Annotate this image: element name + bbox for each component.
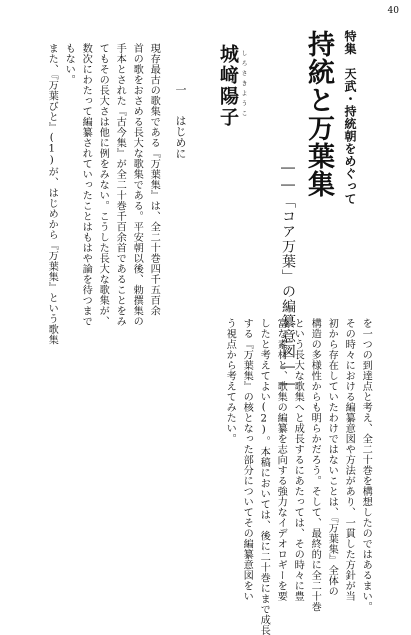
body-line: したと考えてよい(2)。本稿においては、後に二十巻にまで成長	[258, 318, 270, 635]
body-line: する『万葉集』の核となった部分についてその編纂意図をい	[241, 318, 253, 602]
body-line: てもその長大さは他に例をみない。こうした長大な歌集が、	[97, 43, 109, 327]
body-line: う視点から考えてみたい。	[224, 318, 236, 444]
body-line: を一つの到達点と考え、全二十巻を構想したのではあるまい。	[360, 318, 372, 612]
body-line: 首の歌をおさめる長大な歌集である。平安朝以後、勅撰集の	[131, 43, 143, 327]
author-ruby: しろさきようこ	[240, 50, 247, 120]
author-name: 城﨑陽子	[217, 44, 239, 128]
feature-label: 特集 天武・持統朝をめぐって	[343, 30, 357, 205]
body-line: その時々における編纂意図や方法があり、一貫した方針が当	[343, 318, 355, 602]
body-line: また、『万葉びと』(1)が、はじめから『万葉集』という歌集	[46, 43, 58, 345]
article-subtitle: ――「コア万葉」の編纂意図――	[280, 160, 296, 393]
body-line: 数次にわたって編纂されていったことはもはや論を待つまで	[80, 43, 92, 327]
section-number: 一	[174, 84, 187, 95]
body-line: 富な素材と、歌集の編纂を志向する強力なイデオロギーを要	[275, 318, 287, 602]
section-heading	[175, 84, 186, 159]
article-title: 持統と万葉集	[303, 30, 334, 198]
body-line: 現存最古の歌集である『万葉集』は、全二十巻四千五百余	[148, 43, 160, 316]
body-line: 手本とされた『古今集』が全二十巻千百余首であることをみ	[114, 43, 126, 327]
body-line: 構造の多様性からも明らかだろう。そして、最終的に全二十巻	[309, 318, 321, 612]
body-line: 初から存在していたわけではないことは、『万葉集』全体の	[326, 318, 338, 597]
section-heading-text: はじめに	[174, 115, 187, 159]
body-line: もない。	[63, 43, 75, 85]
body-line: という長大な歌集へと成長するにあたっては、その時々に豊	[292, 318, 304, 602]
page-number: 40	[387, 6, 399, 16]
